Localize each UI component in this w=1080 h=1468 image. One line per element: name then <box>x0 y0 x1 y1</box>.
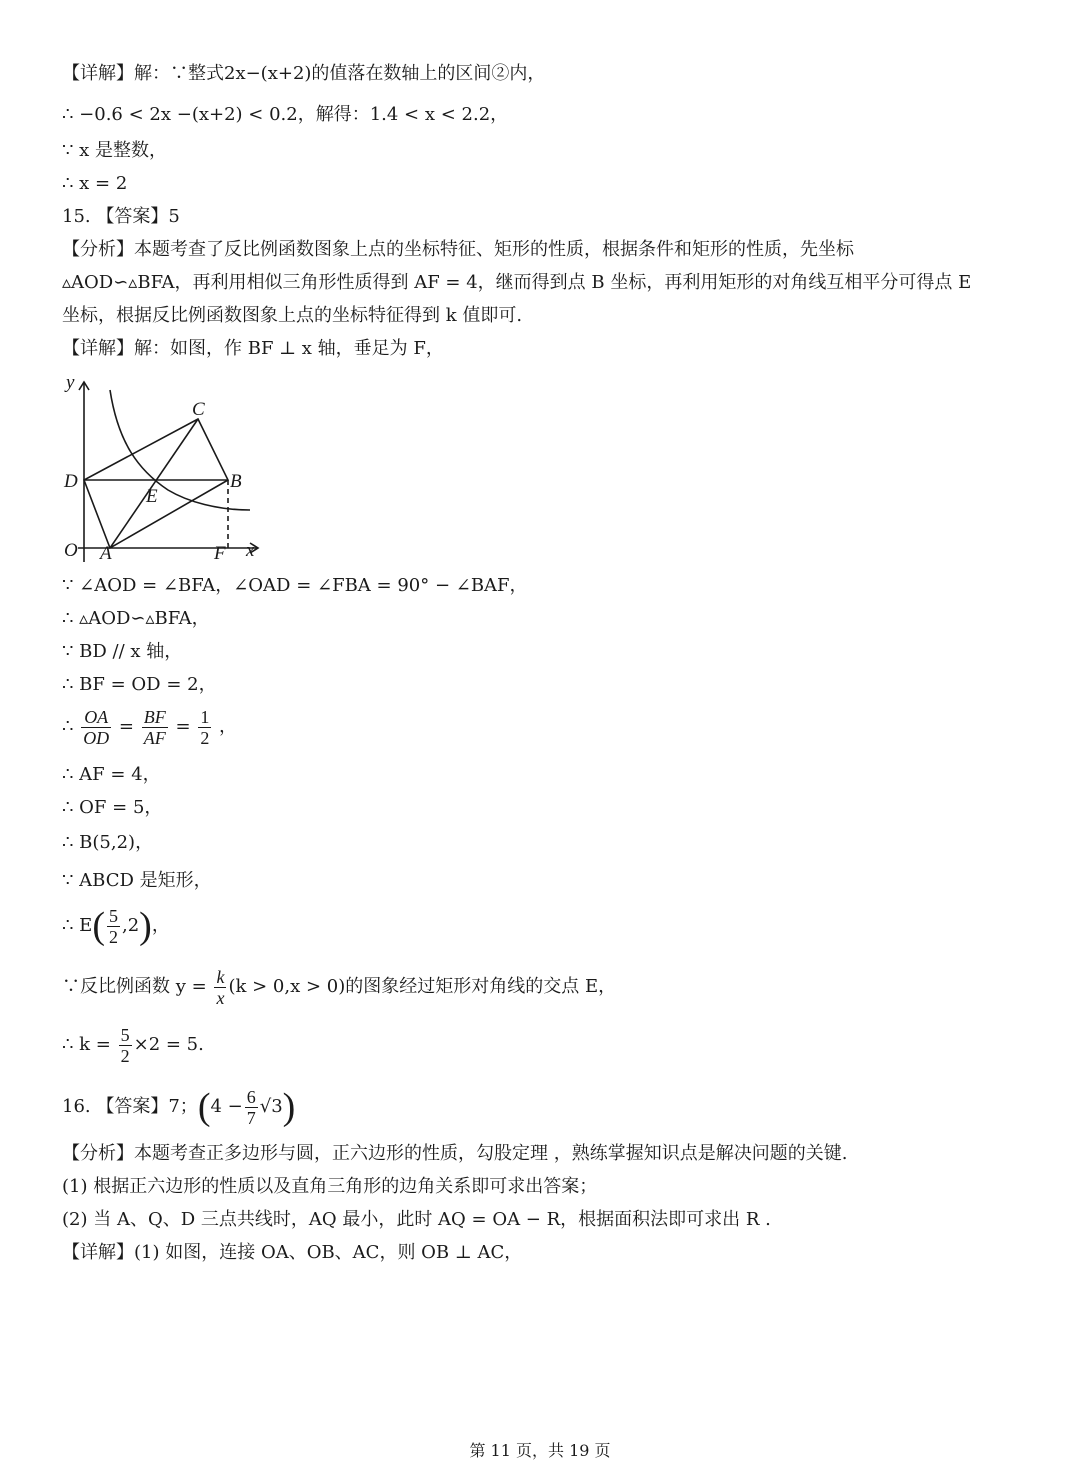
coord-y: ,2 <box>121 915 140 936</box>
right-paren: ) <box>139 905 152 947</box>
fraction-five-halves: $\frac{5}{2}$ <box>108 905 118 947</box>
k-suffix: ×2 = 5. <box>133 1034 204 1055</box>
solution-text: ∴ B(5,2)， <box>62 832 154 853</box>
fraction-five-halves: $\frac{5}{2}$ <box>120 1024 130 1066</box>
hyperbola-curve <box>110 390 250 510</box>
label-e: E <box>146 486 158 507</box>
analysis-text: 【分析】本题考查正多边形与圆，正六边形的性质，勾股定理 ，熟练掌握知识点是解决问题的关键. <box>62 1143 848 1164</box>
label-b: B <box>230 471 242 492</box>
rectangle-abcd <box>84 419 228 548</box>
solution-text: ∴ BF = OD = 2， <box>62 674 217 695</box>
comma: ， <box>219 716 238 737</box>
answer-prefix: 16. 【答案】7； <box>62 1096 198 1117</box>
analysis-text: 【分析】本题考查了反比例函数图象上点的坐标特征、矩形的性质，根据条件和矩形的性质，先坐标 <box>62 239 854 260</box>
solution-text: ∵ BD // x 轴， <box>62 641 183 662</box>
answer-part-b: √3 <box>259 1096 283 1117</box>
solution-text: ∴ AF = 4， <box>62 764 161 785</box>
function-prefix: ∵反比例函数 y = <box>62 976 207 997</box>
label-x: x <box>246 540 255 561</box>
label-o: O <box>64 540 78 561</box>
analysis-text: 坐标，根据反比例函数图象上点的坐标特征得到 k 值即可. <box>62 305 523 326</box>
label-y: y <box>66 372 75 393</box>
k-prefix: ∴ k = <box>62 1034 111 1055</box>
analysis-text: ▵AOD∽▵BFA，再利用相似三角形性质得到 AF = 4，继而得到点 B 坐标，再利用矩形的对角线互相平分可得点 E <box>62 272 972 293</box>
right-paren: ) <box>282 1086 296 1128</box>
solution-text: ∵ ABCD 是矩形， <box>62 870 212 891</box>
left-paren: ( <box>92 905 105 947</box>
fraction-six-sevenths: $\frac{6}{7}$ <box>246 1086 256 1128</box>
function-suffix: (k > 0,x > 0)的图象经过矩形对角线的交点 E， <box>228 976 617 997</box>
question-16-heading <box>62 1083 295 1131</box>
e-label: ∴ E <box>62 915 93 936</box>
fraction-bf-af: $\frac{BF}{AF}$ <box>143 706 166 748</box>
equals-sign: = <box>118 716 135 737</box>
page-footer: 第 11 页，共 19 页 <box>469 1441 611 1460</box>
inverse-function-line <box>62 964 616 1010</box>
answer-part-a: 4 − <box>210 1096 243 1117</box>
therefore-symbol: ∴ <box>62 716 74 737</box>
text-line: ∴ x = 2 <box>62 173 128 194</box>
coordinate-figure <box>58 372 278 567</box>
equals-sign: = <box>175 716 191 737</box>
solution-text: ∴ OF = 5， <box>62 797 163 818</box>
fraction-oa-od: $\frac{OA}{OD}$ <box>83 706 110 748</box>
question-15-heading: 15. 【答案】5 <box>62 206 180 227</box>
solution-text: ∵ ∠AOD = ∠BFA，∠OAD = ∠FBA = 90° − ∠BAF， <box>62 575 528 596</box>
comma: ， <box>151 915 170 936</box>
ratio-equation <box>62 704 237 750</box>
solution-text: 【详解】解：如图，作 BF ⊥ x 轴，垂足为 F， <box>62 338 444 359</box>
solution-text: ∴ ▵AOD∽▵BFA， <box>62 608 210 629</box>
analysis-text: (2) 当 A、Q、D 三点共线时，AQ 最小，此时 AQ = OA − R，根据面积法即可求出 R . <box>62 1209 771 1230</box>
label-c: C <box>192 399 205 420</box>
text-line: 【详解】解：∵整式2x−(x+2)的值落在数轴上的区间②内， <box>62 63 546 84</box>
label-d: D <box>64 471 78 492</box>
solution-text: 【详解】(1) 如图，连接 OA、OB、AC，则 OB ⊥ AC， <box>62 1242 523 1263</box>
left-paren: ( <box>197 1086 211 1128</box>
label-a: A <box>100 543 112 564</box>
label-f: F <box>214 543 226 564</box>
analysis-text: (1) 根据正六边形的性质以及直角三角形的边角关系即可求出答案； <box>62 1176 598 1197</box>
fraction-k-x: $\frac{k}{x}$ <box>216 966 225 1008</box>
point-e-coordinates <box>62 902 170 950</box>
fraction-half: $\frac{1}{2}$ <box>200 706 210 748</box>
k-result-line <box>62 1022 204 1068</box>
text-line: ∴ −0.6 < 2x −(x+2) < 0.2，解得：1.4 < x < 2.2， <box>62 104 509 125</box>
text-line: ∵ x 是整数， <box>62 140 168 161</box>
